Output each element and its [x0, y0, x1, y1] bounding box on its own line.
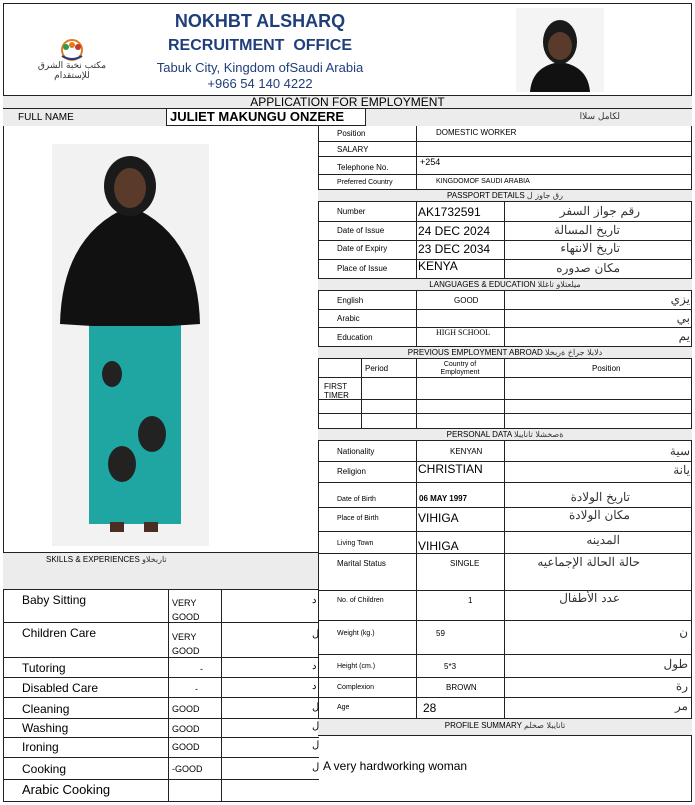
- right-label-divider: [416, 126, 417, 190]
- skill-tutoring-value: -: [200, 664, 203, 674]
- full-name-ar-cell: [365, 109, 692, 126]
- skill-cleaning-value: GOOD: [172, 704, 200, 714]
- skill-children-care-value: VERY GOOD: [172, 632, 200, 656]
- personal-data-title-en: PERSONAL DATA: [446, 430, 512, 439]
- row-line: [3, 779, 319, 780]
- full-name-value: JULIET MAKUNGU ONZERE: [170, 109, 345, 124]
- company-logo: [22, 38, 122, 88]
- passport-title-en: PASSPORT DETAILS: [447, 191, 525, 200]
- children-label: No. of Children: [337, 597, 384, 604]
- place-of-issue-label: Place of Issue: [337, 264, 388, 273]
- row-line: [319, 141, 692, 142]
- row-line: [3, 657, 319, 658]
- row-line: [319, 240, 692, 241]
- first-timer-text: FIRST TIMER: [324, 382, 349, 400]
- skill-washing-ar: ل: [312, 721, 320, 732]
- education-ar: يم: [678, 329, 690, 343]
- row-line: [3, 757, 319, 758]
- marital-status-value: SINGLE: [450, 559, 480, 568]
- position-label: Position: [337, 129, 366, 138]
- religion-label: Religion: [337, 467, 366, 476]
- living-town-label: Living Town: [337, 540, 374, 547]
- row-line: [319, 553, 692, 554]
- height-ar: طول: [663, 657, 688, 671]
- period-header: Period: [365, 364, 389, 373]
- row-line: [319, 221, 692, 222]
- languages-title-en: LANGUAGES & EDUCATION: [429, 280, 536, 289]
- nationality-label: Nationality: [337, 447, 375, 456]
- row-line: [319, 531, 692, 532]
- skill-cooking-label: Cooking: [22, 762, 67, 776]
- passport-number-label: Number: [337, 207, 366, 216]
- country-header: Country of Employment: [440, 361, 480, 376]
- previous-employment-title-en: PREVIOUS EMPLOYMENT ABROAD: [407, 348, 543, 357]
- portrait-photo: [516, 8, 604, 92]
- height-value: 5*3: [444, 662, 457, 671]
- nationality-ar: سية: [669, 444, 690, 458]
- marital-status-ar: حالة الحالة الإجماعيه: [537, 555, 640, 569]
- profile-summary-text: A very hardworking woman: [323, 759, 468, 773]
- skill-baby-sitting-label: Baby Sitting: [22, 593, 87, 607]
- prev-col-divider: [416, 359, 417, 429]
- education-label: Education: [337, 333, 373, 342]
- passport-title: [318, 191, 692, 200]
- date-of-birth-ar: تاريخ الولادة: [570, 490, 630, 504]
- row-line: [319, 590, 692, 591]
- age-ar: مر: [674, 699, 688, 713]
- company-name: NOKHBT ALSHARQ: [174, 11, 346, 31]
- office-phone: +966 54 140 4222: [207, 76, 313, 91]
- religion-ar: يانة: [673, 463, 690, 477]
- height-label: Height (cm.): [337, 663, 376, 670]
- skill-washing-label: Washing: [22, 721, 69, 735]
- skill-children-care-ar: ل: [312, 629, 320, 640]
- languages-divider: [416, 291, 417, 346]
- row-line: [319, 259, 692, 260]
- date-of-issue-ar: تاريخ المسالة: [553, 223, 620, 237]
- row-line: [3, 677, 319, 678]
- place-of-birth-ar: مكان الولادة: [568, 508, 630, 522]
- prev-col-divider: [504, 359, 505, 429]
- row-line: [319, 399, 692, 400]
- logo-arabic-text: مكتب نخبة الشرق للإستقدام: [37, 61, 107, 81]
- skill-washing-value: GOOD: [172, 724, 200, 734]
- row-line: [319, 482, 692, 483]
- row-line: [3, 737, 319, 738]
- place-of-birth-label: Place of Birth: [337, 515, 379, 522]
- telephone-label: Telephone No.: [337, 163, 389, 172]
- row-line: [3, 697, 319, 698]
- place-of-issue-value: KENYA: [418, 259, 458, 273]
- row-line: [319, 620, 692, 621]
- place-of-issue-ar: مكان صدوره: [556, 261, 620, 275]
- date-of-birth-value: 06 MAY 1997: [419, 494, 468, 503]
- skill-ironing-ar: ل: [312, 740, 320, 751]
- passport-number-ar: رقم جواز السفر: [559, 204, 640, 218]
- passport-number-value: AK1732591: [418, 205, 481, 219]
- position-header: Position: [592, 364, 621, 373]
- row-line: [319, 507, 692, 508]
- row-line: [319, 174, 692, 175]
- skill-children-care-label: Children Care: [22, 626, 97, 640]
- telephone-value: +254: [420, 157, 441, 167]
- salary-label: SALARY: [337, 145, 369, 154]
- languages-title: [318, 280, 692, 289]
- skill-cleaning-label: Cleaning: [22, 702, 70, 716]
- skill-baby-sitting-ar: د: [312, 595, 317, 606]
- date-of-expiry-label: Date of Expiry: [337, 244, 388, 253]
- religion-value: CHRISTIAN: [418, 462, 483, 476]
- row-line: [319, 377, 692, 378]
- skill-tutoring-ar: د: [312, 661, 317, 672]
- weight-label: Weight (kg.): [337, 630, 375, 637]
- education-value: HIGH SCHOOL: [436, 328, 490, 337]
- skill-disabled-care-ar: د: [312, 681, 317, 692]
- passport-title-ar: رق جاوز ل: [526, 191, 563, 200]
- form-title: APPLICATION FOR EMPLOYMENT: [250, 95, 445, 109]
- living-town-ar: المدينه: [586, 533, 620, 547]
- skill-cooking-ar: ل: [312, 762, 320, 773]
- children-ar: عدد الأطفال: [559, 591, 620, 605]
- row-line: [3, 622, 319, 623]
- weight-value: 59: [436, 629, 445, 638]
- profile-summary-title: [318, 721, 692, 730]
- complexion-label: Complexion: [337, 684, 374, 691]
- english-ar: يزي: [670, 292, 690, 306]
- prev-col-divider: [361, 359, 362, 429]
- row-line: [319, 327, 692, 328]
- age-value: 28: [423, 701, 437, 715]
- row-line: [319, 413, 692, 414]
- date-of-expiry-ar: تاريخ الانتهاء: [560, 241, 620, 255]
- row-line: [319, 461, 692, 462]
- arabic-ar: بي: [676, 311, 690, 325]
- row-line: [3, 718, 319, 719]
- skill-arabic-cooking-label: Arabic Cooking: [22, 782, 111, 797]
- row-line: [319, 654, 692, 655]
- arabic-label: Arabic: [337, 314, 360, 323]
- row-line: [319, 697, 692, 698]
- office-location: Tabuk City, Kingdom ofSaudi Arabia: [156, 60, 364, 75]
- row-line: [319, 677, 692, 678]
- languages-title-ar: ميلعتلاو تاغللا: [537, 280, 581, 289]
- date-of-expiry-value: 23 DEC 2034: [418, 242, 491, 256]
- skill-baby-sitting-value: VERY GOOD: [172, 598, 200, 622]
- skills-title: [46, 555, 167, 564]
- row-line: [319, 156, 692, 157]
- profile-summary-title-en: PROFILE SUMMARY: [444, 721, 522, 730]
- previous-employment-title: [318, 348, 692, 357]
- skill-disabled-care-label: Disabled Care: [22, 681, 99, 695]
- full-body-photo: [52, 144, 209, 546]
- personal-data-title-ar: ةصخشلا تانايبلا: [514, 430, 564, 439]
- english-value: GOOD: [454, 296, 479, 305]
- place-of-birth-value: VIHIGA: [418, 511, 459, 525]
- skill-tutoring-label: Tutoring: [22, 661, 66, 675]
- position-value: DOMESTIC WORKER: [436, 128, 517, 137]
- date-of-birth-label: Date of Birth: [337, 496, 376, 503]
- date-of-issue-value: 24 DEC 2024: [418, 224, 491, 238]
- skill-ironing-label: Ironing: [22, 740, 59, 754]
- office-title: RECRUITMENT OFFICE: [168, 37, 352, 54]
- living-town-value: VIHIGA: [418, 539, 459, 553]
- skills-title-en: SKILLS & EXPERIENCES: [46, 555, 140, 564]
- skill-cleaning-ar: ل: [312, 702, 320, 713]
- weight-ar: ن: [679, 625, 688, 639]
- personal-data-title: [318, 430, 692, 439]
- previous-employment-title-ar: دلابلا جراخ ةربخلا: [545, 348, 603, 357]
- skill-ironing-value: GOOD: [172, 742, 200, 752]
- english-label: English: [337, 296, 364, 305]
- complexion-value: BROWN: [446, 683, 477, 692]
- preferred-country-value: KINGDOMOF SAUDI ARABIA: [436, 178, 530, 185]
- languages-divider-ar: [504, 291, 505, 346]
- skill-disabled-care-value: -: [195, 684, 198, 694]
- preferred-country-label: Preferred Country: [337, 179, 393, 186]
- full-name-label-ar: لكامل سلاا: [579, 112, 620, 122]
- full-name-label: FULL NAME: [18, 112, 74, 123]
- row-line: [319, 309, 692, 310]
- marital-status-label: Marital Status: [337, 559, 386, 568]
- skills-title-ar: تاربخلاو: [142, 555, 167, 564]
- profile-summary-title-ar: تانايبلا صخلم: [524, 721, 566, 730]
- children-value: 1: [468, 596, 473, 605]
- complexion-ar: رة: [675, 679, 688, 693]
- date-of-issue-label: Date of Issue: [337, 226, 385, 235]
- age-label: Age: [337, 704, 350, 711]
- skill-cooking-value: -GOOD: [172, 764, 203, 774]
- nationality-value: KENYAN: [450, 447, 483, 456]
